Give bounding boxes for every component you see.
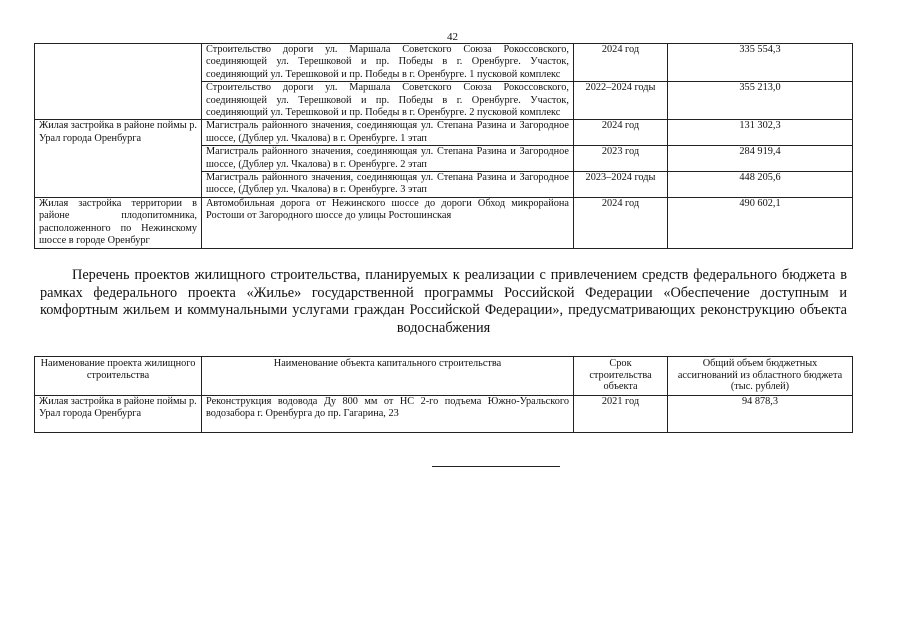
- water-supply-table: [34, 356, 853, 433]
- period-cell: 2024 год: [574, 197, 668, 248]
- project-name-cell: [35, 44, 202, 120]
- amount-cell: 131 302,3: [668, 120, 853, 146]
- amount-cell: 284 919,4: [668, 146, 853, 172]
- amount-cell: 490 602,1: [668, 197, 853, 248]
- period-cell: 2024 год: [574, 44, 668, 82]
- section-heading: Перечень проектов жилищного строительства, планируемых к реализации с привлечением средств федерального бюджета в рамках федерального проекта «Жилье» государственной программы Российской Федерации «Обеспечение доступным и комфортным жильем и коммунальными услугами граждан Российской Федерации», предусматривающих реконструкцию объекта водоснабжения: [40, 267, 847, 336]
- footer-rule: [432, 466, 560, 467]
- object-name-cell: Магистраль районного значения, соединяющая ул. Степана Разина и Загородное шоссе, (Дублер ул. Чкалова) в г. Оренбурге. 3 этап: [202, 172, 574, 198]
- project-name-cell: Жилая застройка в районе поймы р. Урал города Оренбурга: [35, 396, 202, 433]
- project-name-cell: Жилая застройка в районе поймы р. Урал города Оренбурга: [35, 120, 202, 197]
- table-row: [35, 396, 853, 433]
- road-objects-table: [34, 43, 853, 249]
- table-header-row: [35, 357, 853, 396]
- column-header-amount: Общий объем бюджетных ассигнований из областного бюджета (тыс. рублей): [668, 357, 853, 396]
- table-row: [35, 197, 853, 248]
- amount-cell: 94 878,3: [668, 396, 853, 433]
- period-cell: 2024 год: [574, 120, 668, 146]
- period-cell: 2022–2024 годы: [574, 82, 668, 120]
- object-name-cell: Магистраль районного значения, соединяющая ул. Степана Разина и Загородное шоссе, (Дублер ул. Чкалова) в г. Оренбурге. 1 этап: [202, 120, 574, 146]
- project-name-cell: Жилая застройка территории в районе плодопитомника, расположенного по Нежинскому шоссе в городе Оренбург: [35, 197, 202, 248]
- period-cell: 2023–2024 годы: [574, 172, 668, 198]
- period-cell: 2021 год: [574, 396, 668, 433]
- amount-cell: 448 205,6: [668, 172, 853, 198]
- object-name-cell: Строительство дороги ул. Маршала Советского Союза Рокоссовского, соединяющей ул. Терешковой и пр. Победы в г. Оренбурге. Участок, соединяющий ул. Терешковой и пр. Победы в г. Оренбурге. 2 пусковой комплекс: [202, 82, 574, 120]
- object-name-cell: Магистраль районного значения, соединяющая ул. Степана Разина и Загородное шоссе, (Дублер ул. Чкалова) в г. Оренбурге. 2 этап: [202, 146, 574, 172]
- column-header-period: Срок строительства объекта: [574, 357, 668, 396]
- column-header-project: Наименование проекта жилищного строительства: [35, 357, 202, 396]
- table-row: [35, 44, 853, 82]
- object-name-cell: Строительство дороги ул. Маршала Советского Союза Рокоссовского, соединяющей ул. Терешковой и пр. Победы в г. Оренбурге. Участок, соединяющий ул. Терешковой и пр. Победы в г. Оренбурге. 1 пусковой комплекс: [202, 44, 574, 82]
- column-header-object: Наименование объекта капитального строительства: [202, 357, 574, 396]
- period-cell: 2023 год: [574, 146, 668, 172]
- table-row: [35, 120, 853, 146]
- object-name-cell: Автомобильная дорога от Нежинского шоссе до дороги Обход микрорайона Ростоши от Загородного шоссе до улицы Ростошинская: [202, 197, 574, 248]
- amount-cell: 335 554,3: [668, 44, 853, 82]
- page-number: 42: [447, 31, 458, 43]
- amount-cell: 355 213,0: [668, 82, 853, 120]
- object-name-cell: Реконструкция водовода Ду 800 мм от НС 2-го подъема Южно-Уральского водозабора г. Оренбурга до пр. Гагарина, 23: [202, 396, 574, 433]
